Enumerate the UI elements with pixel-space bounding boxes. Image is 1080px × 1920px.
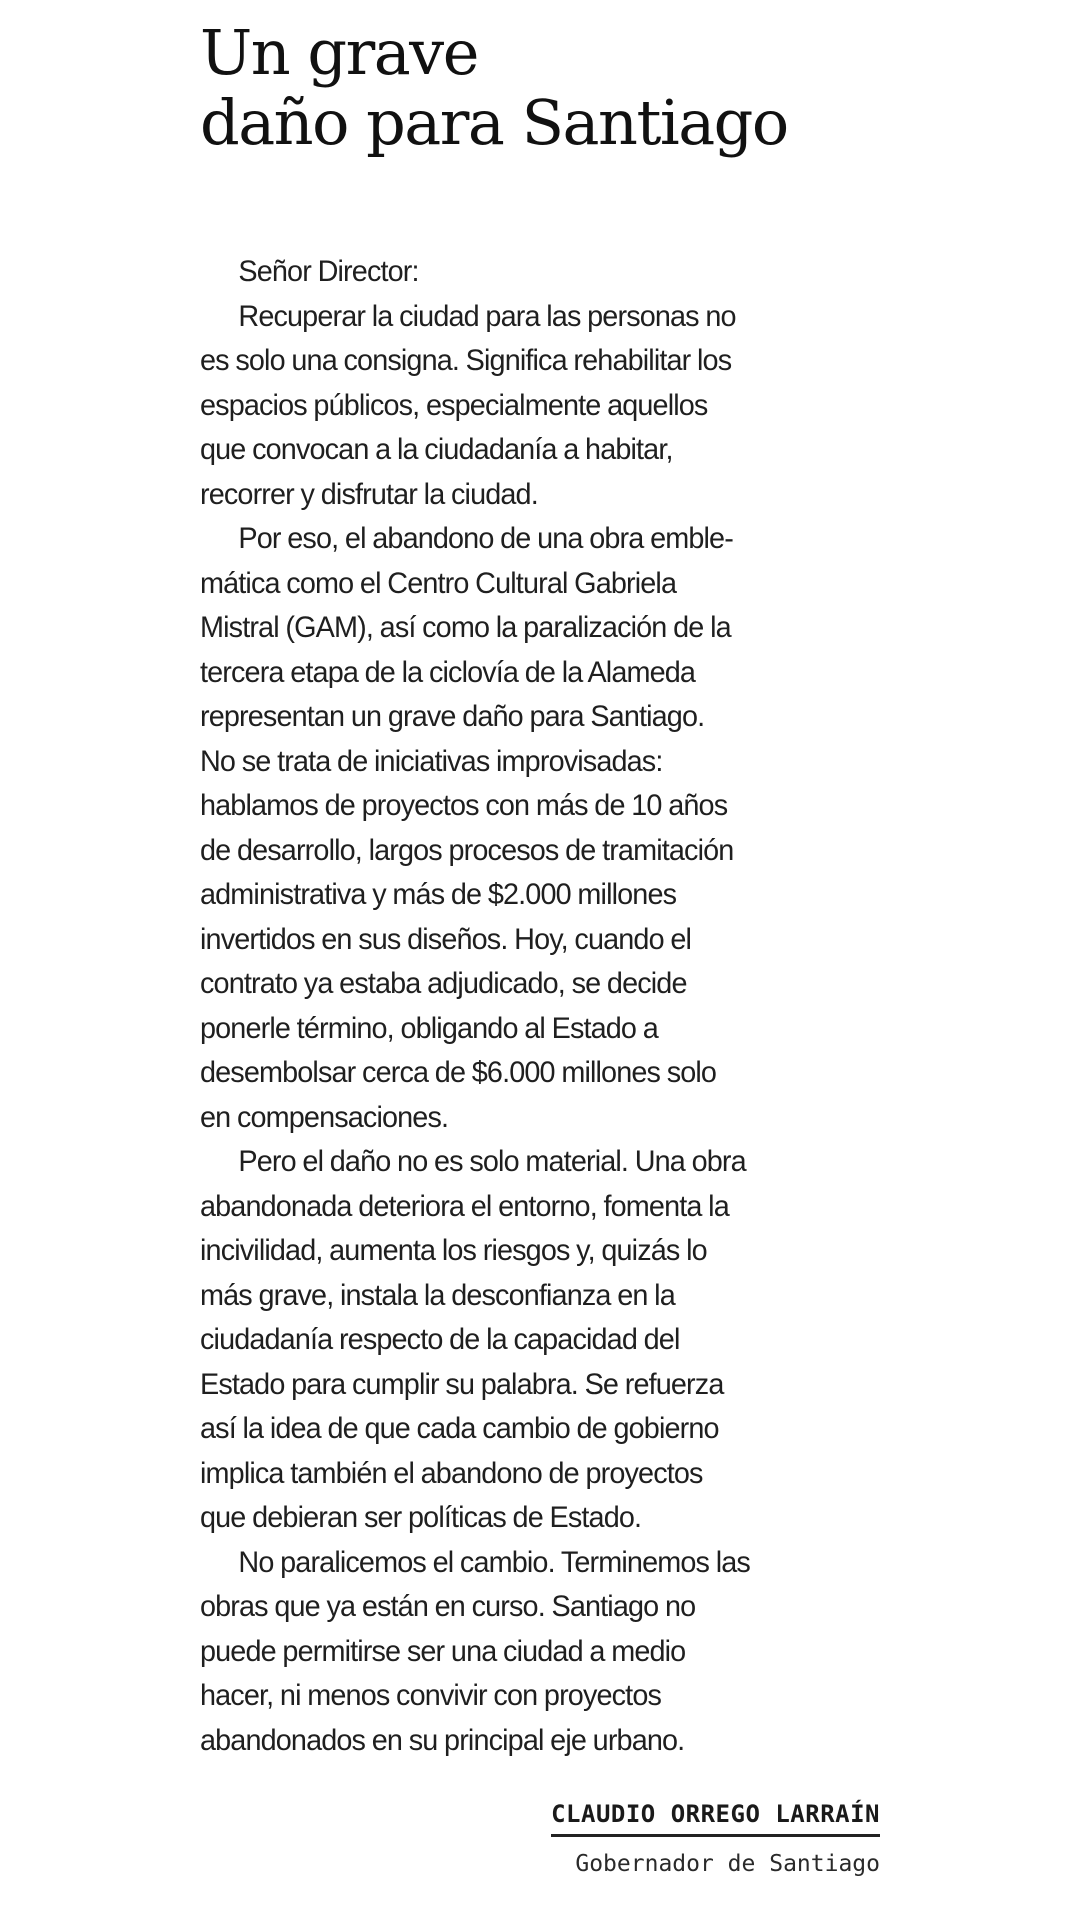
letter-article	[200, 18, 890, 1763]
paragraph-line: desembolsar cerca de $6.000 millones solo	[200, 1056, 717, 1090]
salutation: Señor Director:	[238, 255, 419, 289]
paragraph-line: Estado para cumplir su palabra. Se refuerza	[200, 1367, 724, 1401]
paragraph-line: tercera etapa de la ciclovía de la Alameda	[200, 655, 696, 689]
letter-body	[200, 250, 862, 1763]
paragraph-line: representan un grave daño para Santiago.	[200, 700, 705, 734]
paragraph-line: puede permitirse ser una ciudad a medio	[200, 1634, 686, 1668]
paragraph-line: de desarrollo, largos procesos de tramitación	[200, 833, 734, 867]
paragraph-line: obras que ya están en curso. Santiago no	[200, 1590, 696, 1624]
paragraph-line: mática como el Centro Cultural Gabriela	[200, 566, 677, 600]
paragraph-line: incivilidad, aumenta los riesgos y, quizás lo	[200, 1234, 707, 1268]
paragraph-line: administrativa y más de $2.000 millones	[200, 878, 677, 912]
paragraph-line: invertidos en sus diseños. Hoy, cuando el	[200, 922, 692, 956]
author-title: Gobernador de Santiago	[575, 1851, 880, 1877]
paragraph-line: ponerle término, obligando al Estado a	[200, 1011, 658, 1045]
paragraph-line: abandonados en su principal eje urbano.	[200, 1723, 685, 1757]
headline	[200, 18, 890, 158]
paragraph-line: abandonada deteriora el entorno, fomenta la	[200, 1189, 729, 1223]
paragraph-line: espacios públicos, especialmente aquellos	[200, 388, 708, 422]
paragraph-line: que debieran ser políticas de Estado.	[200, 1501, 642, 1535]
paragraph-line: más grave, instala la desconfianza en la	[200, 1278, 675, 1312]
paragraph-line: recorrer y disfrutar la ciudad.	[200, 477, 538, 511]
headline-line-1: Un grave	[200, 16, 478, 89]
paragraph-line: es solo una consigna. Significa rehabilitar los	[200, 344, 732, 378]
author-name: CLAUDIO ORREGO LARRAÍN	[551, 1800, 880, 1837]
paragraph-line: Recuperar la ciudad para las personas no	[238, 299, 736, 333]
paragraph-line: así la idea de que cada cambio de gobierno	[200, 1412, 719, 1446]
paragraph-line: que convocan a la ciudadanía a habitar,	[200, 433, 673, 467]
paragraph-line: en compensaciones.	[200, 1100, 449, 1134]
paragraph-line: implica también el abandono de proyectos	[200, 1456, 703, 1490]
paragraph-line: hacer, ni menos convivir con proyectos	[200, 1679, 662, 1713]
paragraph-line: Por eso, el abandono de una obra emble-	[238, 522, 733, 556]
paragraph-line: contrato ya estaba adjudicado, se decide	[200, 967, 687, 1001]
paragraph-line: Mistral (GAM), así como la paralización de la	[200, 611, 731, 645]
paragraph-line: No paralicemos el cambio. Terminemos las	[238, 1545, 750, 1579]
paragraph-line: Pero el daño no es solo material. Una obra	[238, 1145, 746, 1179]
signature-block	[200, 1800, 880, 1877]
headline-line-2: daño para Santiago	[200, 86, 788, 160]
paragraph-line: No se trata de iniciativas improvisadas:	[200, 744, 663, 778]
paragraph-line: hablamos de proyectos con más de 10 años	[200, 789, 728, 823]
paragraph-line: ciudadanía respecto de la capacidad del	[200, 1323, 680, 1357]
